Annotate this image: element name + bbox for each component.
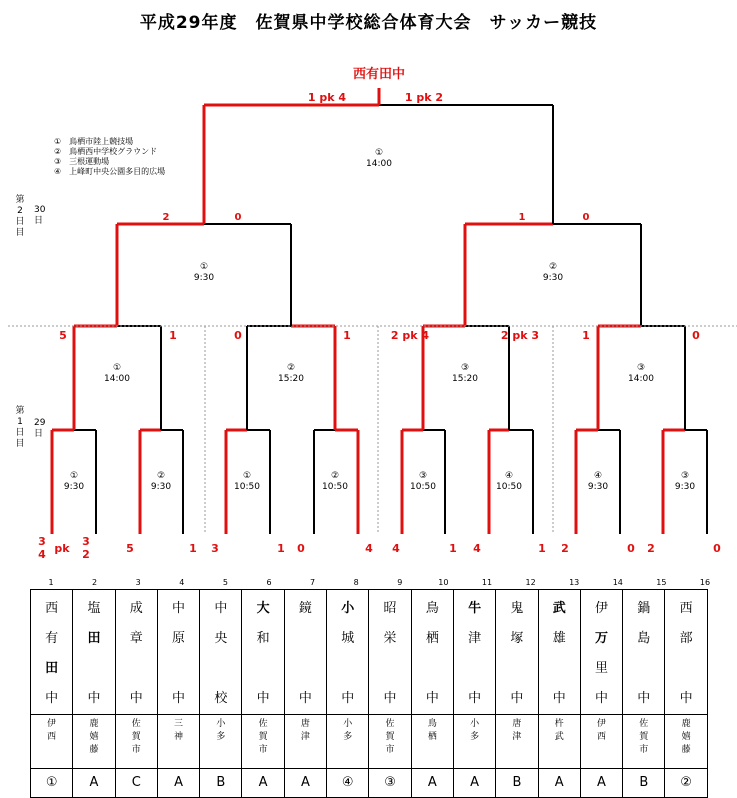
team-name-cell: [327, 590, 369, 715]
team-zone-cell: 鹿 嬉 藤: [73, 715, 115, 769]
match-score: 0: [234, 329, 242, 342]
match-score: 1: [518, 212, 526, 223]
team-name-char: 中: [172, 601, 186, 616]
team-name-char: 中: [383, 691, 397, 706]
match-label: ① 10:50: [234, 471, 260, 492]
team-name-cell: [496, 590, 538, 715]
team-name-char: 和: [256, 631, 270, 646]
match-label: ② 9:30: [542, 262, 564, 283]
team-name-char: 中: [87, 691, 101, 706]
team-zone-cell: 杵 武: [538, 715, 580, 769]
team-venue-cell: A: [157, 769, 199, 798]
team-venue-cell: ③: [369, 769, 411, 798]
team-name-char: 田: [45, 661, 59, 676]
team-name-char: 中: [256, 691, 270, 706]
team-name-char: 中: [425, 691, 439, 706]
match-score: 1: [582, 329, 590, 342]
team-name-cell: [31, 590, 73, 715]
match-score: 1: [343, 329, 351, 342]
team-name-char: 万: [595, 631, 609, 646]
leaf-score: 2: [647, 542, 655, 555]
leaf-score: 0: [297, 542, 305, 555]
team-name-char: 大: [256, 601, 270, 616]
team-number: 15: [656, 578, 667, 587]
team-name-char: 田: [87, 631, 101, 646]
team-number: 14: [612, 578, 623, 587]
day-label: 第2日目: [15, 195, 25, 238]
match-score: 1 pk 2: [404, 91, 444, 104]
team-zone-cell: 佐 賀 市: [369, 715, 411, 769]
venue-item: ② 鳥栖西中学校グラウンド: [54, 147, 158, 156]
team-name-char: 成: [129, 601, 143, 616]
team-venue-cell: ②: [665, 769, 707, 798]
team-name-char: 塚: [510, 631, 524, 646]
team-zone-cell: 伊 西: [580, 715, 622, 769]
leaf-score: 1: [277, 542, 285, 555]
match-score: 0: [234, 212, 242, 223]
match-label: ① 9:30: [193, 262, 215, 283]
team-venue-cell: B: [200, 769, 242, 798]
match-label: ③ 14:00: [628, 363, 654, 384]
team-name-cell: [665, 590, 707, 715]
champion-label: 西有田中: [352, 67, 406, 82]
team-name-char: 里: [595, 661, 609, 676]
team-zone-cell: 佐 賀 市: [115, 715, 157, 769]
team-name-char: 中: [45, 691, 59, 706]
day-date: 29日: [34, 418, 46, 439]
team-name-cell: [200, 590, 242, 715]
team-number: 6: [266, 578, 272, 587]
team-table: [30, 589, 708, 798]
match-label: ① 14:00: [366, 148, 392, 169]
day-date: 30日: [34, 205, 46, 226]
team-zone-cell: 唐 津: [284, 715, 326, 769]
leaf-score: 3 4: [38, 535, 46, 561]
team-name-char: 中: [595, 691, 609, 706]
team-venue-cell: A: [242, 769, 284, 798]
team-name-cell: [623, 590, 665, 715]
team-name-char: 原: [172, 631, 186, 646]
team-name-char: 央: [214, 631, 228, 646]
team-venue-cell: A: [284, 769, 326, 798]
team-number: 16: [699, 578, 711, 587]
team-name-char: 西: [679, 601, 693, 616]
team-name-cell: [369, 590, 411, 715]
team-number: 7: [310, 578, 316, 587]
team-number: 4: [179, 578, 185, 587]
team-name-char: 武: [552, 601, 566, 616]
team-name-char: 栄: [383, 631, 397, 646]
team-number: 9: [397, 578, 403, 587]
team-name-char: 中: [552, 691, 566, 706]
leaf-score: 0: [627, 542, 635, 555]
leaf-score: 1: [538, 542, 546, 555]
match-label: ① 9:30: [63, 471, 85, 492]
team-name-char: 部: [679, 631, 693, 646]
team-venue-cell: A: [453, 769, 495, 798]
team-name-char: 小: [341, 601, 355, 616]
leaf-score: 1: [449, 542, 457, 555]
team-zone-cell: 小 多: [327, 715, 369, 769]
team-venue-cell: B: [496, 769, 538, 798]
venue-legend: [54, 137, 165, 177]
team-number: 12: [525, 578, 536, 587]
team-zone-cell: 小 多: [200, 715, 242, 769]
team-zone-cell: 鹿 嬉 藤: [665, 715, 707, 769]
day-label: 第1日目: [15, 406, 25, 449]
leaf-score: 5: [126, 542, 134, 555]
team-number: 13: [569, 578, 580, 587]
team-name-cell: [73, 590, 115, 715]
team-name-char: 有: [45, 631, 59, 646]
team-name-char: 中: [341, 691, 355, 706]
team-number: 11: [481, 578, 493, 587]
match-score: 2 pk 4: [390, 329, 430, 342]
match-score: 0: [692, 329, 700, 342]
match-score: 2 pk 3: [500, 329, 540, 342]
team-name-char: 昭: [383, 601, 397, 616]
team-name-char: 津: [468, 631, 482, 646]
match-label: ② 9:30: [150, 471, 172, 492]
match-label: ④ 9:30: [587, 471, 609, 492]
leaf-score: 4: [392, 542, 400, 555]
match-score: 1 pk 4: [307, 91, 347, 104]
match-score: 1: [169, 329, 177, 342]
match-label: ③ 10:50: [410, 471, 436, 492]
match-score: 0: [582, 212, 590, 223]
team-name-char: [285, 624, 326, 654]
team-name-char: 栖: [425, 631, 439, 646]
match-label: ④ 10:50: [496, 471, 522, 492]
match-label: ① 14:00: [104, 363, 130, 384]
team-name-char: 中: [468, 691, 482, 706]
team-name-char: 中: [510, 691, 524, 706]
team-name-char: 西: [45, 601, 59, 616]
team-name-char: 島: [637, 631, 651, 646]
team-name-char: 中: [679, 691, 693, 706]
team-venue-cell: A: [538, 769, 580, 798]
match-label: ③ 15:20: [452, 363, 478, 384]
leaf-score: 3: [211, 542, 219, 555]
venue-item: ④ 上峰町中央公園多目的広場: [54, 167, 166, 176]
team-zone-cell: 唐 津: [496, 715, 538, 769]
match-score: 2: [162, 212, 170, 223]
leaf-score: pk: [54, 542, 70, 555]
leaf-score: 0: [713, 542, 721, 555]
team-venue-cell: ①: [31, 769, 73, 798]
match-score: 5: [59, 329, 67, 342]
leaf-score: 4: [473, 542, 481, 555]
team-number: 1: [48, 578, 54, 587]
team-venue-cell: A: [411, 769, 453, 798]
leaf-score: 3 2: [82, 535, 90, 561]
team-name-char: 伊: [595, 601, 609, 616]
team-name-char: 雄: [552, 631, 566, 646]
match-label: ② 10:50: [322, 471, 348, 492]
team-name-cell: [538, 590, 580, 715]
team-number: 3: [135, 578, 141, 587]
team-number: 10: [438, 578, 449, 587]
page-title: 平成29年度 佐賀県中学校総合体育大会 サッカー競技: [139, 13, 598, 33]
team-zone-cell: 小 多: [453, 715, 495, 769]
team-name-char: 鏡: [298, 601, 312, 616]
team-name-char: 城: [341, 631, 355, 646]
team-number: 2: [92, 578, 98, 587]
team-zone-cell: 三 神: [157, 715, 199, 769]
team-name-char: 中: [214, 601, 228, 616]
match-label: ③ 9:30: [674, 471, 696, 492]
team-name-char: 校: [214, 691, 228, 706]
team-name-char: 中: [129, 691, 143, 706]
team-zone-cell: 佐 賀 市: [623, 715, 665, 769]
team-name-char: 中: [172, 691, 186, 706]
team-venue-cell: A: [580, 769, 622, 798]
team-name-char: 中: [637, 691, 651, 706]
team-name-cell: [453, 590, 495, 715]
team-venue-cell: B: [623, 769, 665, 798]
leaf-score: 2: [561, 542, 569, 555]
team-name-cell: [157, 590, 199, 715]
team-zone-cell: 伊 西: [31, 715, 73, 769]
team-zone-cell: 鳥 栖: [411, 715, 453, 769]
team-name-cell: [284, 590, 326, 715]
team-name-cell: [115, 590, 157, 715]
team-name-char: 中: [298, 691, 312, 706]
leaf-score: 4: [365, 542, 373, 555]
venue-item: ① 鳥栖市陸上競技場: [54, 137, 134, 146]
team-name-char: 鳥: [425, 601, 439, 616]
team-venue-cell: ④: [327, 769, 369, 798]
match-label: ② 15:20: [278, 363, 304, 384]
team-venue-cell: C: [115, 769, 157, 798]
team-venue-cell: A: [73, 769, 115, 798]
team-name-char: 塩: [87, 601, 101, 616]
team-name-char: 章: [129, 631, 143, 646]
team-name-cell: [580, 590, 622, 715]
venue-item: ③ 三根運動場: [54, 157, 110, 166]
team-name-cell: [242, 590, 284, 715]
team-name-char: 鍋: [637, 601, 651, 616]
team-name-char: 鬼: [510, 601, 524, 616]
team-number: 5: [222, 578, 228, 587]
team-name-char: 牛: [468, 601, 482, 616]
team-zone-cell: 佐 賀 市: [242, 715, 284, 769]
team-name-cell: [411, 590, 453, 715]
team-number: 8: [353, 578, 359, 587]
leaf-score: 1: [189, 542, 197, 555]
